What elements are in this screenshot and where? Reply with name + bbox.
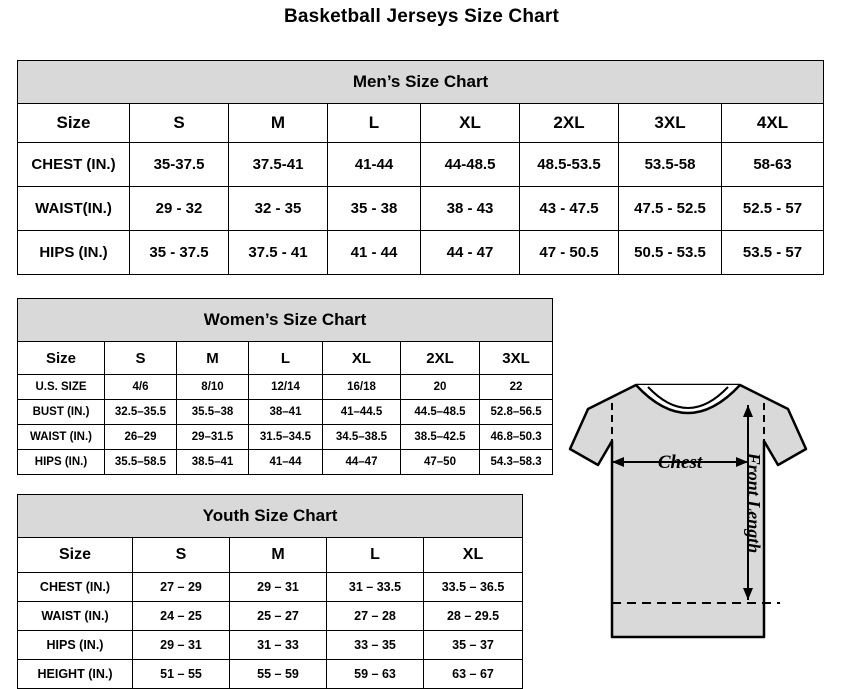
table-cell: 41 - 44 xyxy=(328,231,421,275)
column-header: XL xyxy=(424,538,523,573)
table-cell: 35-37.5 xyxy=(130,143,229,187)
table-row xyxy=(18,660,523,689)
table-caption-row xyxy=(18,299,553,342)
table-cell: 43 - 47.5 xyxy=(520,187,619,231)
table-cell: 52.5 - 57 xyxy=(722,187,824,231)
table-cell: 47.5 - 52.5 xyxy=(619,187,722,231)
table-cell: 59 – 63 xyxy=(327,660,424,689)
mens-size-chart-table xyxy=(17,60,824,275)
table-cell: 31 – 33.5 xyxy=(327,573,424,602)
table-cell: 4/6 xyxy=(105,375,177,400)
table-cell: 44–47 xyxy=(323,450,401,475)
table-cell: 16/18 xyxy=(323,375,401,400)
page-title: Basketball Jerseys Size Chart xyxy=(283,6,560,27)
table-header-row xyxy=(18,538,523,573)
column-header: XL xyxy=(421,104,520,143)
row-label: U.S. SIZE xyxy=(18,375,105,400)
table-row xyxy=(18,450,553,475)
table-cell: 52.8–56.5 xyxy=(480,400,553,425)
table-cell: 27 – 28 xyxy=(327,602,424,631)
column-header: 2XL xyxy=(520,104,619,143)
table-cell: 38.5–42.5 xyxy=(401,425,480,450)
table-header-row xyxy=(18,104,824,143)
table-cell: 27 – 29 xyxy=(133,573,230,602)
column-header: 2XL xyxy=(401,342,480,375)
row-label: HIPS (IN.) xyxy=(18,450,105,475)
table-cell: 24 – 25 xyxy=(133,602,230,631)
chest-label: Chest xyxy=(657,452,703,473)
column-header: 3XL xyxy=(619,104,722,143)
table-cell: 34.5–38.5 xyxy=(323,425,401,450)
column-header: Size xyxy=(18,342,105,375)
shirt-measurement-diagram xyxy=(548,345,838,675)
column-header: L xyxy=(327,538,424,573)
table-cell: 51 – 55 xyxy=(133,660,230,689)
table-cell: 29 – 31 xyxy=(230,573,327,602)
table-row xyxy=(18,143,824,187)
column-header: L xyxy=(328,104,421,143)
table-cell: 48.5-53.5 xyxy=(520,143,619,187)
table-cell: 37.5 - 41 xyxy=(229,231,328,275)
table-cell: 41–44 xyxy=(249,450,323,475)
table-cell: 35 – 37 xyxy=(424,631,523,660)
table-cell: 47 - 50.5 xyxy=(520,231,619,275)
column-header: M xyxy=(230,538,327,573)
table-cell: 37.5-41 xyxy=(229,143,328,187)
table-cell: 41-44 xyxy=(328,143,421,187)
row-label: HIPS (IN.) xyxy=(18,231,130,275)
column-header: XL xyxy=(323,342,401,375)
table-cell: 38–41 xyxy=(249,400,323,425)
column-header: M xyxy=(177,342,249,375)
table-row xyxy=(18,602,523,631)
table-cell: 32 - 35 xyxy=(229,187,328,231)
table-header-row xyxy=(18,342,553,375)
table-caption-row xyxy=(18,61,824,104)
table-cell: 38.5–41 xyxy=(177,450,249,475)
womens-caption: Women’s Size Chart xyxy=(18,299,553,342)
table-cell: 47–50 xyxy=(401,450,480,475)
table-row xyxy=(18,231,824,275)
column-header: S xyxy=(105,342,177,375)
table-row xyxy=(18,187,824,231)
table-cell: 44-48.5 xyxy=(421,143,520,187)
youth-caption: Youth Size Chart xyxy=(18,495,523,538)
womens-size-chart-table xyxy=(17,298,553,475)
table-cell: 29 – 31 xyxy=(133,631,230,660)
table-cell: 33.5 – 36.5 xyxy=(424,573,523,602)
table-cell: 33 – 35 xyxy=(327,631,424,660)
row-label: WAIST(IN.) xyxy=(18,187,130,231)
row-label: HIPS (IN.) xyxy=(18,631,133,660)
table-cell: 50.5 - 53.5 xyxy=(619,231,722,275)
table-cell: 8/10 xyxy=(177,375,249,400)
table-cell: 25 – 27 xyxy=(230,602,327,631)
column-header: 3XL xyxy=(480,342,553,375)
table-cell: 22 xyxy=(480,375,553,400)
column-header: M xyxy=(229,104,328,143)
table-cell: 20 xyxy=(401,375,480,400)
row-label: HEIGHT (IN.) xyxy=(18,660,133,689)
column-header: S xyxy=(133,538,230,573)
table-cell: 41–44.5 xyxy=(323,400,401,425)
row-label: WAIST (IN.) xyxy=(18,602,133,631)
table-cell: 12/14 xyxy=(249,375,323,400)
table-cell: 44.5–48.5 xyxy=(401,400,480,425)
table-cell: 58-63 xyxy=(722,143,824,187)
table-cell: 53.5 - 57 xyxy=(722,231,824,275)
table-cell: 55 – 59 xyxy=(230,660,327,689)
table-cell: 32.5–35.5 xyxy=(105,400,177,425)
table-cell: 53.5-58 xyxy=(619,143,722,187)
table-cell: 31.5–34.5 xyxy=(249,425,323,450)
table-row xyxy=(18,573,523,602)
table-cell: 29 - 32 xyxy=(130,187,229,231)
front-length-label: Front Length xyxy=(744,452,764,554)
row-label: BUST (IN.) xyxy=(18,400,105,425)
table-cell: 54.3–58.3 xyxy=(480,450,553,475)
table-row xyxy=(18,631,523,660)
tshirt-icon xyxy=(570,385,806,637)
row-label: CHEST (IN.) xyxy=(18,573,133,602)
table-cell: 63 – 67 xyxy=(424,660,523,689)
table-cell: 46.8–50.3 xyxy=(480,425,553,450)
column-header: Size xyxy=(18,104,130,143)
column-header: L xyxy=(249,342,323,375)
table-cell: 28 – 29.5 xyxy=(424,602,523,631)
table-cell: 44 - 47 xyxy=(421,231,520,275)
column-header: Size xyxy=(18,538,133,573)
table-cell: 31 – 33 xyxy=(230,631,327,660)
table-cell: 38 - 43 xyxy=(421,187,520,231)
youth-size-chart-table xyxy=(17,494,523,689)
table-cell: 35.5–58.5 xyxy=(105,450,177,475)
table-caption-row xyxy=(18,495,523,538)
row-label: WAIST (IN.) xyxy=(18,425,105,450)
column-header: S xyxy=(130,104,229,143)
table-cell: 35 - 37.5 xyxy=(130,231,229,275)
table-row xyxy=(18,425,553,450)
table-cell: 26–29 xyxy=(105,425,177,450)
table-cell: 35.5–38 xyxy=(177,400,249,425)
column-header: 4XL xyxy=(722,104,824,143)
table-cell: 29–31.5 xyxy=(177,425,249,450)
table-cell: 35 - 38 xyxy=(328,187,421,231)
mens-caption: Men’s Size Chart xyxy=(18,61,824,104)
table-row xyxy=(18,375,553,400)
table-row xyxy=(18,400,553,425)
row-label: CHEST (IN.) xyxy=(18,143,130,187)
